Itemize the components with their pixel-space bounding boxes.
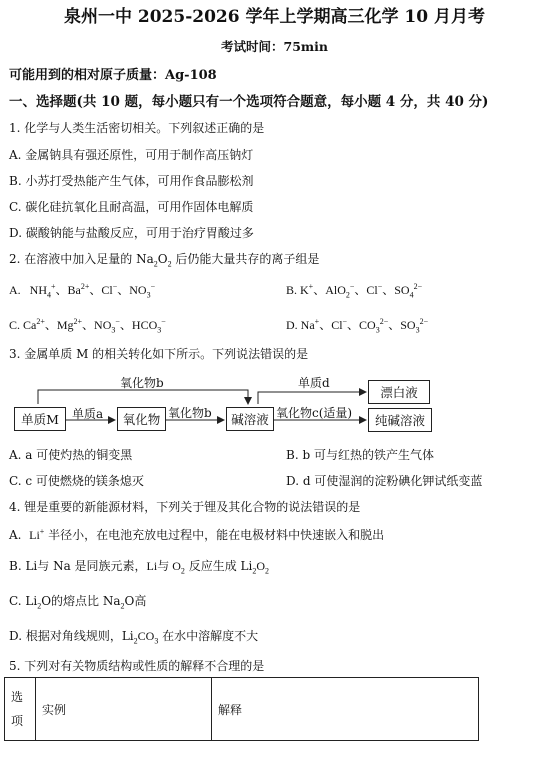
label-oxide-c: 氧化物c(适量) [276,406,353,420]
q2-stem: 2. 在溶液中加入足量的 $Na_2O_2$ 后仍能大量共存的离子组是 [9,252,320,269]
q2-option-d: D. Na+、Cl−、$CO_3^{2-}$、$SO_3^{2-}$ [286,317,429,335]
table-header-option: 选项 [5,678,36,741]
atomic-mass-note: 可能用到的相对原子质量：Ag-108 [9,68,217,83]
label-single-a: 单质a [72,407,104,421]
q4-option-b: B. Li与 Na 是同族元素，Li与 $O_2$ 反应生成 $Li_2O_2$ [9,559,270,576]
q2-option-a: A. $NH_4^+$、$Ba^{2+}$、Cl−、$NO_3^-$ [9,282,156,300]
box-bleach: 漂白液 [368,380,430,404]
q3-option-d: D. d 可使湿润的淀粉碘化钾试纸变蓝 [286,474,483,488]
q1-option-a: A. 金属钠具有强还原性，可用于制作高压钠灯 [9,148,254,162]
q2-option-c: C. $Ca^{2+}$、$Mg^{2+}$、$NO_3^-$、$HCO_3^-$ [9,317,166,335]
q3-option-c: C. c 可使燃烧的镁条熄灭 [9,474,144,488]
label-oxide-b-top: 氧化物b [120,376,164,390]
q1-option-b: B. 小苏打受热能产生气体，可用作食品膨松剂 [9,174,254,188]
q3-option-a: A. a 可使灼热的铜变黑 [9,448,133,462]
q4-option-a: A. Li+ 半径小，在电池充放电过程中，能在电极材料中快速嵌入和脱出 [9,527,385,542]
q3-stem: 3. 金属单质 M 的相关转化如下所示。下列说法错误的是 [9,347,309,361]
q4-option-c: C. $Li_2O$的熔点比 $Na_2O$高 [9,594,147,611]
q1-stem: 1. 化学与人类生活密切相关。下列叙述正确的是 [9,121,265,135]
q3-option-b: B. b 可与红热的铁产生气体 [286,448,434,462]
q1-option-d: D. 碳酸钠能与盐酸反应，可用于治疗胃酸过多 [9,226,254,240]
section-heading: 一、选择题(共 10 题，每小题只有一个选项符合题意，每小题 4 分，共 40 分) [9,94,489,110]
box-soda-solution: 纯碱溶液 [368,408,432,432]
arrow-base-to-bleach [258,392,366,404]
label-single-d: 单质d [298,376,330,390]
q4-stem: 4. 锂是重要的新能源材料，下列关于锂及其化合物的说法错误的是 [9,500,361,514]
exam-title: 泉州一中 2025-2026 学年上学期高三化学 10 月月考 [63,7,485,27]
q4-option-d: D. 根据对角线规则，$Li_2CO_3$ 在水中溶解度不大 [9,629,259,646]
q5-table [4,677,479,741]
table-header-explanation: 解释 [212,678,479,741]
box-base-solution: 碱溶液 [226,407,274,431]
q1-option-c: C. 碳化硅抗氧化且耐高温，可用作固体电解质 [9,200,254,214]
arrow-m-to-base [38,390,248,404]
label-oxide-b-mid: 氧化物b [168,406,212,420]
q5-stem: 5. 下列对有关物质结构或性质的解释不合理的是 [9,659,265,673]
box-single-m: 单质M [14,407,66,431]
exam-time: 考试时间：75min [221,39,328,54]
table-row [5,678,479,741]
box-oxide: 氧化物 [117,407,166,431]
table-header-example: 实例 [36,678,212,741]
q2-option-b: B. K+、AlO$_2$−、Cl−、$SO_4^{2-}$ [286,282,423,300]
